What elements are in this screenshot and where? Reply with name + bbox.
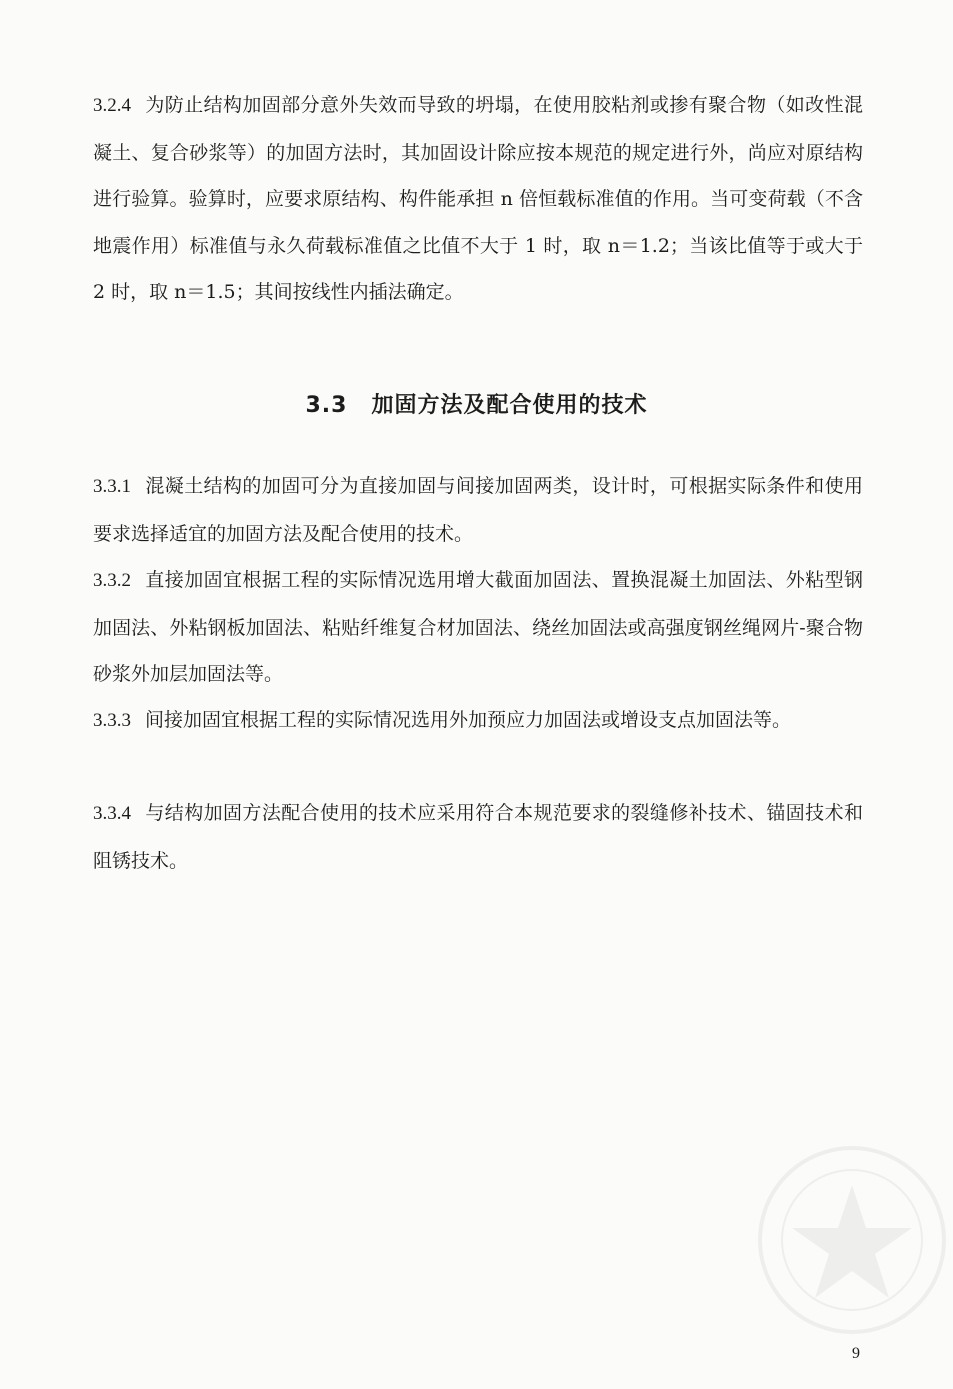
clause-3-3-1	[93, 463, 863, 557]
page-number: 9	[852, 1345, 860, 1362]
clause-text: 间接加固宜根据工程的实际情况选用外加预应力加固法或增设支点加固法等。	[145, 709, 792, 731]
clause-number: 3.3.4	[93, 803, 131, 824]
clause-number: 3.3.1	[93, 476, 131, 497]
section-title: 加固方法及配合使用的技术	[371, 393, 648, 418]
clause-text: 与结构加固方法配合使用的技术应采用符合本规范要求的裂缝修补技术、锚固技术和阻锈技术。	[93, 802, 863, 872]
clause-3-2-4	[93, 82, 863, 316]
section-number: 3.3	[305, 393, 348, 418]
clause-text: 混凝土结构的加固可分为直接加固与间接加固两类，设计时，可根据实际条件和使用要求选择适宜的加固方法及配合使用的技术。	[93, 475, 863, 545]
clause-number: 3.3.3	[93, 710, 131, 731]
clause-number: 3.2.4	[93, 95, 131, 116]
section-heading-3-3	[0, 388, 953, 419]
library-seal-watermark-icon	[752, 1140, 952, 1340]
clause-3-3-4	[93, 790, 863, 884]
clause-3-3-3	[93, 697, 863, 745]
clause-number: 3.3.2	[93, 570, 131, 591]
clause-3-3-2	[93, 557, 863, 698]
clause-text: 直接加固宜根据工程的实际情况选用增大截面加固法、置换混凝土加固法、外粘型钢加固法、外粘钢板加固法、粘贴纤维复合材加固法、绕丝加固法或高强度钢丝绳网片-聚合物砂浆外加层加固法等。	[93, 569, 863, 685]
clause-text: 为防止结构加固部分意外失效而导致的坍塌，在使用胶粘剂或掺有聚合物（如改性混凝土、复合砂浆等）的加固方法时，其加固设计除应按本规范的规定进行外，尚应对原结构进行验算。验算时，应要求原结构、构件能承担 n 倍恒载标准值的作用。当可变荷载（不含地震作用）标准值与永久荷载标准值之比值不大于 1 时，取 n＝1.2；当该比值等于或大于 2 时，取 n＝1.5；其间按线性内插法确定。	[93, 94, 863, 303]
